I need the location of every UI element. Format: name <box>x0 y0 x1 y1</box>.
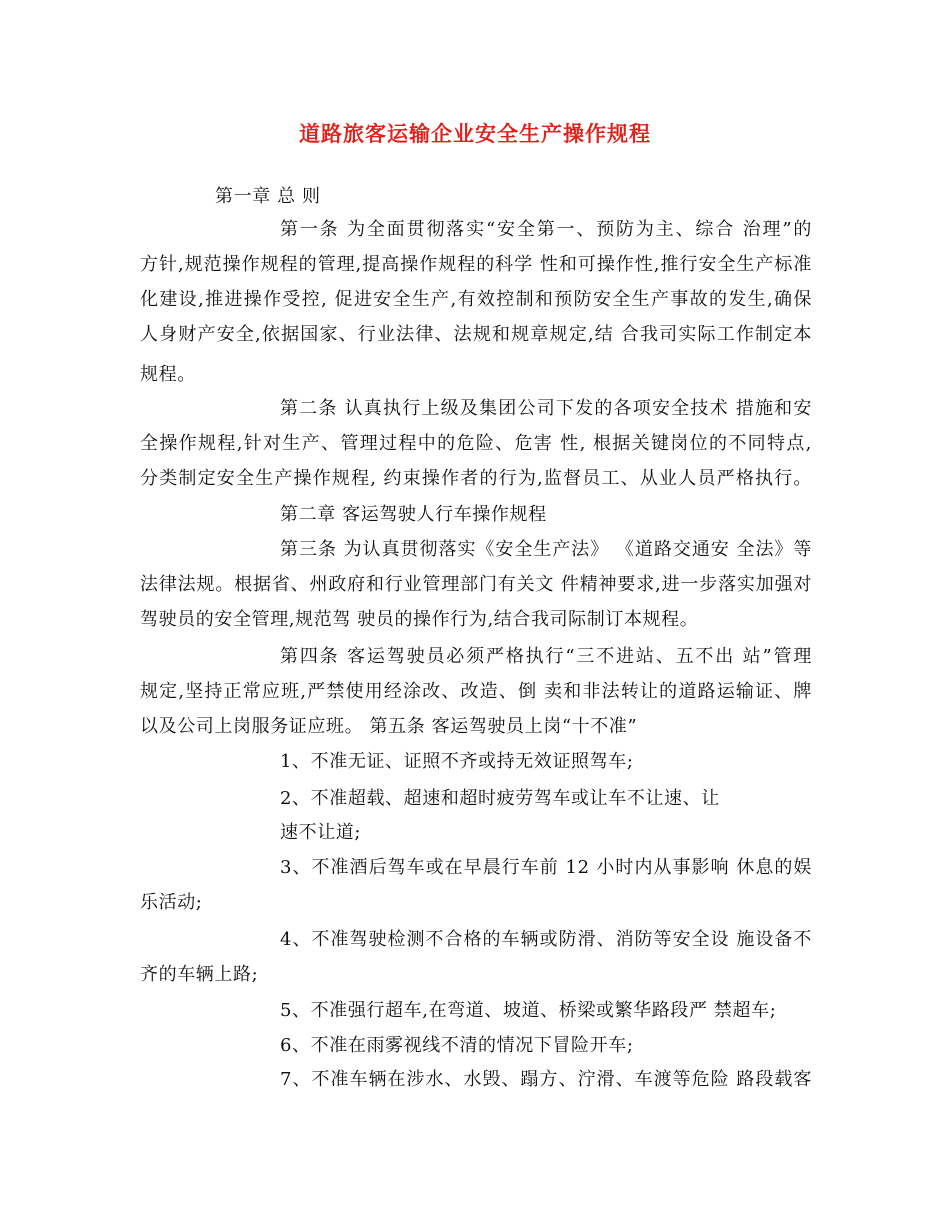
text-line: 规程。 <box>140 364 196 385</box>
list-item: 2、不准超载、超速和超时疲劳驾车或让车不让速、让 <box>280 788 720 809</box>
list-item: 6、不准在雨雾视线不清的情况下冒险开车; <box>280 1035 634 1056</box>
document-title: 道路旅客运输企业安全生产操作规程 <box>299 121 651 146</box>
text-line: 方针,规范操作规程的管理,提高操作规程的科学 性和可操作性,推行安全生产标准 <box>140 254 812 275</box>
text-line: 第三条 为认真贯彻落实《安全生产法》 《道路交通安 全法》等 <box>280 539 812 560</box>
text-line: 人身财产安全,依据国家、行业法律、法规和规章规定,结 合我司实际工作制定本 <box>140 324 812 345</box>
text-line: 化建设,推进操作受控, 促进安全生产,有效控制和预防安全生产事故的发生,确保 <box>140 289 812 310</box>
list-item-continuation: 齐的车辆上路; <box>140 964 259 985</box>
list-item-continuation: 乐活动; <box>140 892 203 913</box>
text-line: 全操作规程,针对生产、管理过程中的危险、危害 性, 根据关键岗位的不同特点, <box>140 433 812 454</box>
list-item: 1、不准无证、证照不齐或持无效证照驾车; <box>280 751 634 772</box>
chapter-2-heading: 第二章 客运驾驶人行车操作规程 <box>280 504 547 525</box>
text-line: 第一条 为全面贯彻落实“安全第一、预防为主、综合 治理”的 <box>280 219 812 240</box>
text-line: 规定,坚持正常应班,严禁使用经涂改、改造、倒 卖和非法转让的道路运输证、牌 <box>140 681 812 702</box>
text-line: 驾驶员的安全管理,规范驾 驶员的操作行为,结合我司际制订本规程。 <box>140 609 699 630</box>
text-line: 分类制定安全生产操作规程, 约束操作者的行为,监督员工、从业人员严格执行。 <box>140 468 812 489</box>
text-line: 第二条 认真执行上级及集团公司下发的各项安全技术 措施和安 <box>280 398 812 419</box>
text-line: 第四条 客运驾驶员必须严格执行“三不进站、五不出 站”管理 <box>280 646 812 667</box>
text-line: 法律法规。根据省、州政府和行业管理部门有关文 件精神要求,进一步落实加强对 <box>140 574 812 595</box>
text-line: 以及公司上岗服务证应班。 第五条 客运驾驶员上岗“十不准” <box>140 716 638 737</box>
chapter-1-heading: 第一章 总 则 <box>215 186 321 207</box>
list-item: 7、不准车辆在涉水、水毁、蹋方、泞滑、车渡等危险 路段载客 <box>280 1069 812 1090</box>
list-item: 3、不准酒后驾车或在早晨行车前 12 小时内从事影响 休息的娱 <box>280 857 812 878</box>
list-item-continuation: 速不让道; <box>280 822 362 843</box>
list-item: 5、不准强行超车,在弯道、坡道、桥梁或繁华路段严 禁超车; <box>280 1000 777 1021</box>
list-item: 4、不准驾驶检测不合格的车辆或防滑、消防等安全设 施设备不 <box>280 929 812 950</box>
